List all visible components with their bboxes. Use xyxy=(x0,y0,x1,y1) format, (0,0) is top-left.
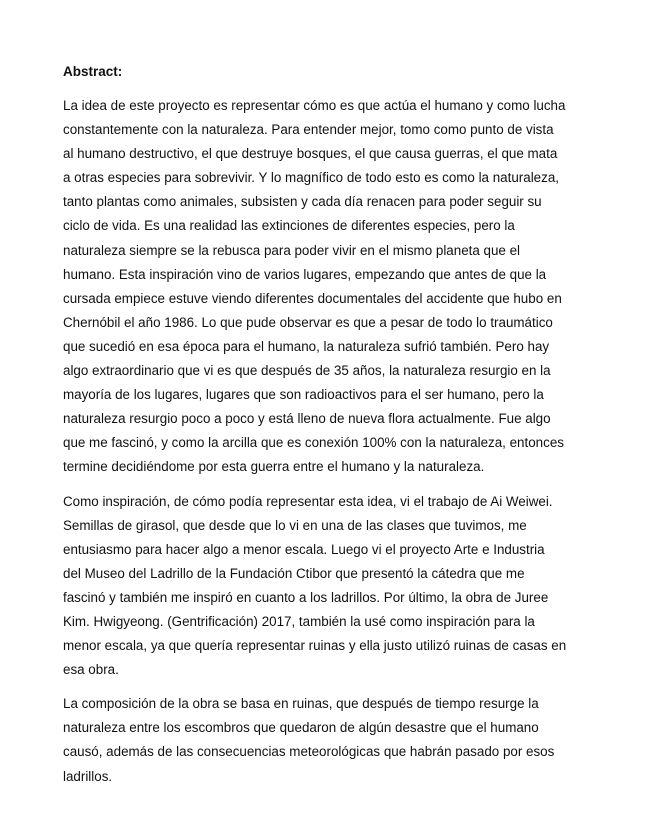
text-line: Como inspiración, de cómo podía representar esta idea, vi el trabajo de Ai Weiwei. xyxy=(63,493,553,509)
text-line: La idea de este proyecto es representar cómo es que actúa el humano y como lucha xyxy=(63,98,566,113)
text-line: naturaleza siempre se la rebusca para poder vivir en el mismo planeta que el xyxy=(63,242,521,258)
text-line: fascinó y también me inspiró en cuanto a los ladrillos. Por último, la obra de Juree xyxy=(63,589,549,605)
text-line: Semillas de girasol, que desde que lo vi en una de las clases que tuvimos, me xyxy=(63,517,527,533)
paragraph-1 xyxy=(63,94,583,480)
text-line: esa obra. xyxy=(63,662,119,678)
document-page xyxy=(63,60,583,799)
text-line: Kim. Hwigyeong. (Gentrificación) 2017, también la usé como inspiración para la xyxy=(63,613,535,629)
text-line: humano. Esta inspiración vino de varios lugares, empezando que antes de que la xyxy=(63,266,547,282)
text-line: constantemente con la naturaleza. Para entender mejor, tomo como punto de vista xyxy=(63,122,554,138)
text-line: que me fascinó, y como la arcilla que es conexión 100% con la naturaleza, entonces xyxy=(63,435,564,451)
paragraph-3 xyxy=(63,692,583,788)
text-line: a otras especies para sobrevivir. Y lo magnífico de todo esto es como la naturaleza, xyxy=(63,170,559,186)
text-line: Chernóbil el año 1986. Lo que pude observar es que a pesar de todo lo traumático xyxy=(63,314,553,330)
abstract-heading: Abstract: xyxy=(63,64,123,79)
text-line: naturaleza resurgio poco a poco y está lleno de nueva flora actualmente. Fue algo xyxy=(63,411,551,427)
text-line: algo extraordinario que vi es que después de 35 años, la naturaleza resurgio en la xyxy=(63,363,551,379)
text-line: que sucedió en esa época para el humano, la naturaleza sufrió también. Pero hay xyxy=(63,338,550,354)
text-line: ciclo de vida. Es una realidad las extinciones de diferentes especies, pero la xyxy=(63,218,515,234)
text-line: entusiasmo para hacer algo a menor escala. Luego vi el proyecto Arte e Industria xyxy=(63,541,545,557)
text-line: del Museo del Ladrillo de la Fundación Ctibor que presentó la cátedra que me xyxy=(63,565,525,581)
text-line: termine decidiéndome por esta guerra entre el humano y la naturaleza. xyxy=(63,459,485,475)
text-line: ladrillos. xyxy=(63,768,113,784)
text-line: mayoría de los lugares, lugares que son radioactivos para el ser humano, pero la xyxy=(63,387,544,403)
paragraph-2 xyxy=(63,490,583,683)
text-line: naturaleza entre los escombros que quedaron de algún desastre que el humano xyxy=(63,720,539,736)
text-line: tanto plantas como animales, subsisten y cada día renacen para poder seguir su xyxy=(63,194,542,210)
text-line: menor escala, ya que quería representar ruinas y ella justo utilizó ruinas de casas en xyxy=(63,638,567,654)
text-line: al humano destructivo, el que destruye bosques, el que causa guerras, el que mata xyxy=(63,146,558,162)
text-line: La composición de la obra se basa en ruinas, que después de tiempo resurge la xyxy=(63,696,539,712)
abstract-body xyxy=(63,94,583,789)
text-line: cursada empiece estuve viendo diferentes documentales del accidente que hubo en xyxy=(63,290,562,306)
text-line: causó, además de las consecuencias meteorológicas que habrán pasado por esos xyxy=(63,744,555,760)
